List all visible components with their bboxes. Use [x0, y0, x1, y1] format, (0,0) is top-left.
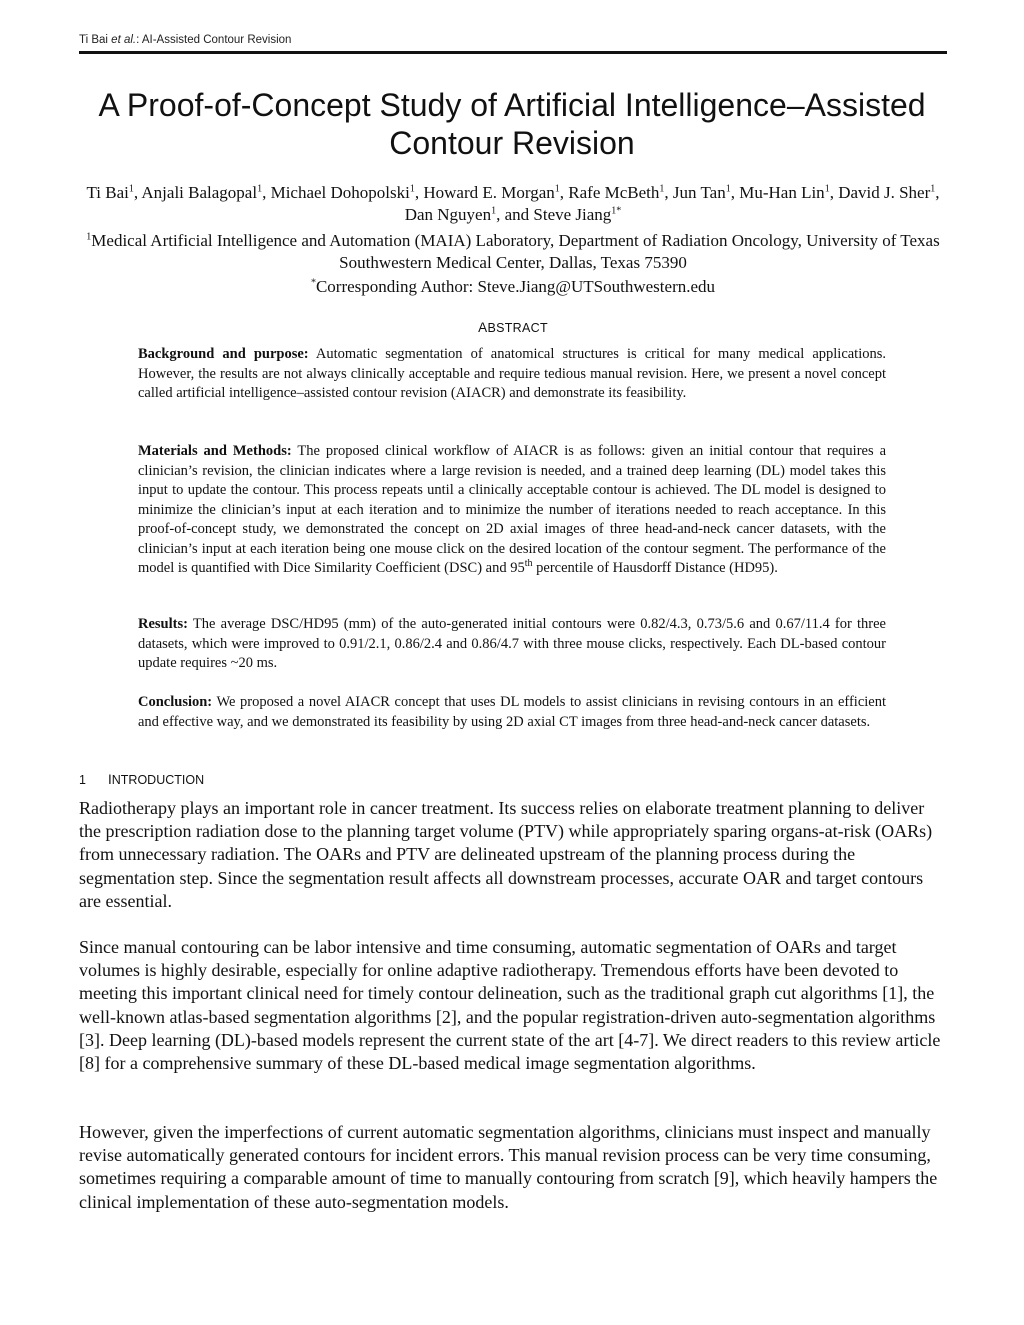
- running-header-author: Ti Bai: [79, 34, 112, 46]
- abstract-background: [138, 345, 886, 404]
- affiliation-marker: 1: [86, 231, 92, 243]
- affiliation-text: Medical Artificial Intelligence and Automation (MAIA) Laboratory, Department of Radiation Oncology, University of Texas Southwestern Medical Center, Dallas, Texas 75390: [91, 231, 940, 272]
- header-rule: [79, 51, 947, 54]
- intro-paragraph: Since manual contouring can be labor intensive and time consuming, automatic segmentation of OARs and target volumes is highly desirable, especially for online adaptive radiotherapy. Tremendous efforts have been devoted to meeting this important clinical need for timely contour delineation, such as the traditional graph cut algorithms [1], the well-known atlas-based segmentation algorithms [2], and the popular registration-driven auto-segmentation algorithms [3]. Deep learning (DL)-based models represent the current state of the art [4-7]. We direct readers to this review article [8] for a comprehensive summary of these DL-based medical image segmentation algorithms.: [79, 937, 941, 1074]
- abstract-background-label: Background and purpose:: [138, 346, 309, 362]
- paper-title: A Proof-of-Concept Study of Artificial Intelligence–Assisted Contour Revision: [98, 87, 926, 161]
- abstract-conclusion-text: We proposed a novel AIACR concept that uses DL models to assist clinicians in revising contours in an efficient and effective way, and we demonstrated its feasibility by using 2D axial CT images from three head-and-neck cancer datasets.: [138, 694, 886, 730]
- abstract-methods-label: Materials and Methods:: [138, 443, 292, 459]
- author: Jun Tan$^1$,: [672, 183, 740, 202]
- running-header-title: : AI-Assisted Contour Revision: [136, 34, 292, 46]
- author: Rafe McBeth$^1$,: [568, 183, 673, 202]
- abstract-results-text: The average DSC/HD95 (mm) of the auto-generated initial contours were 0.82/4.3, 0.73/5.6 and 0.67/11.4 for three datasets, which were improved to 0.91/2.1, 0.86/2.4 and 0.86/4.7 with three mouse clicks, respectively. Each DL-based contour update requires ~20 ms.: [138, 616, 886, 671]
- author: Howard E. Morgan$^1$,: [423, 183, 569, 202]
- abstract-conclusion-label: Conclusion:: [138, 694, 213, 710]
- author: Ti Bai$^1$,: [86, 183, 142, 202]
- corresponding-author: [79, 276, 947, 298]
- author: Dan Nguyen$^1$, and: [404, 205, 534, 224]
- abstract-results-label: Results:: [138, 616, 188, 632]
- author: Michael Dohopolski$^1$,: [270, 183, 424, 202]
- intro-paragraph: However, given the imperfections of current automatic segmentation algorithms, clinicians must inspect and manually revise automatically generated contours for incident errors. This manual revision process can be very time consuming, sometimes requiring a comparable amount of time to manually contouring from scratch [9], which heavily hampers the clinical implementation of these auto-segmentation models.: [79, 1122, 938, 1212]
- corresponding-marker: *: [310, 277, 316, 289]
- abstract-background-text: Automatic segmentation of anatomical structures is critical for many medical applications. However, the results are not always clinically acceptable and require tedious manual revision. Here, we present a novel concept called artificial intelligence–assisted contour revision (AIACR) and demonstrate its feasibility.: [138, 346, 887, 401]
- author: David J. Sher$^1$,: [838, 183, 940, 202]
- affiliation: [79, 230, 947, 274]
- abstract-heading: ABSTRACT: [478, 320, 548, 335]
- running-header-etal: et al.: [111, 34, 137, 46]
- intro-paragraph: Radiotherapy plays an important role in cancer treatment. Its success relies on elaborate treatment planning to deliver the prescription radiation dose to the planning target volume (PTV) while appropriately sparing organs-at-risk (OARs) from unnecessary radiation. The OARs and PTV are delineated upstream of the planning process during the segmentation step. Since the segmentation result affects all downstream processes, accurate OAR and target contours are essential.: [79, 798, 933, 911]
- corresponding-text: Corresponding Author: Steve.Jiang@UTSouthwestern.edu: [315, 277, 716, 296]
- author: Steve Jiang$^{1*}$: [533, 205, 622, 224]
- abstract-conclusion: [138, 693, 886, 732]
- section-heading-introduction: 1 INTRODUCTION: [79, 772, 205, 787]
- running-header: [79, 34, 947, 46]
- abstract-results: [138, 615, 886, 674]
- author: Mu-Han Lin$^1$,: [739, 183, 839, 202]
- author: Anjali Balagopal$^1$,: [141, 183, 271, 202]
- author-list: [79, 182, 947, 226]
- abstract-methods: Materials and Methods: The proposed clinical workflow of AIACR is as follows: given an initial contour that requires a clinician’s revision, the clinician indicates where a large revision is needed, and a trained deep learning (DL) model takes this input to update the contour. This process repeats until a clinically acceptable contour is achieved. The DL model is designed to minimize the clinician’s input at each iteration and to minimize the number of iterations needed to reach acceptance. In this proof-of-concept study, we demonstrated the concept on 2D axial images of three head-and-neck cancer datasets, with the clinician’s input at each iteration being one mouse click on the desired location of the contour segment. The performance of the model is quantified with Dice Similarity Coefficient (DSC) and 95th percentile of Hausdorff Distance (HD95).: [138, 443, 887, 576]
